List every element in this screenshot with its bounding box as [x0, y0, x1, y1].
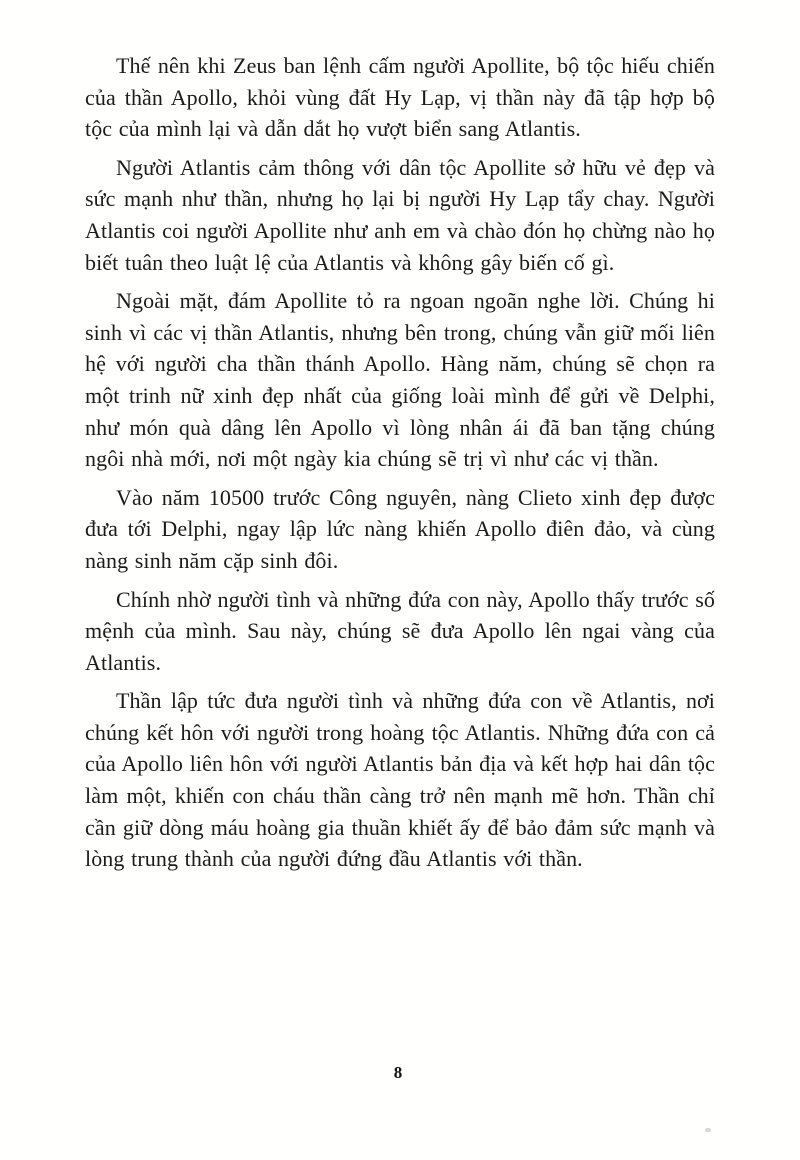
paragraph-4: Vào năm 10500 trước Công nguyên, nàng Clieto xinh đẹp được đưa tới Delphi, ngay lập lức nàng khiến Apollo điên đảo, và cùng nàng sinh năm cặp sinh đôi.: [85, 484, 715, 573]
paragraph-6: Thần lập tức đưa người tình và những đứa con về Atlantis, nơi chúng kết hôn với người trong hoàng tộc Atlantis. Những đứa con cả của Apollo liên hôn với người Atlantis bản địa và kết hợp hai dân tộc làm một, khiến con cháu thần càng trở nên mạnh mẽ hơn. Thần chỉ cần giữ dòng máu hoàng gia thuần khiết ấy để bảo đảm sức mạnh và lòng trung thành của người đứng đầu Atlantis với thần.: [85, 688, 715, 872]
paragraph-5: Chính nhờ người tình và những đứa con này, Apollo thấy trước số mệnh của mình. Sau này, chúng sẽ đưa Apollo lên ngai vàng của Atlantis.: [85, 586, 715, 675]
body-text: [85, 50, 715, 882]
page-number: 8: [393, 1063, 403, 1082]
page-footer: [0, 1063, 800, 1083]
paragraph-3: Ngoài mặt, đám Apollite tỏ ra ngoan ngoãn nghe lời. Chúng hi sinh vì các vị thần Atlantis, nhưng bên trong, chúng vẫn giữ mối liên hệ với người cha thần thánh Apollo. Hàng năm, chúng sẽ chọn ra một trinh nữ xinh đẹp nhất của giống loài mình để gửi về Delphi, như món quà dâng lên Apollo vì lòng nhân ái đã ban tặng chúng ngôi nhà mới, nơi một ngày kia chúng sẽ trị vì như các vị thần.: [85, 288, 715, 472]
scan-artifact-dot: [705, 1128, 711, 1132]
paragraph-1: Thế nên khi Zeus ban lệnh cấm người Apollite, bộ tộc hiếu chiến của thần Apollo, khỏi vùng đất Hy Lạp, vị thần này đã tập hợp bộ tộc của mình lại và dẫn dắt họ vượt biển sang Atlantis.: [85, 53, 715, 142]
paragraph-2: Người Atlantis cảm thông với dân tộc Apollite sở hữu vẻ đẹp và sức mạnh như thần, nhưng họ lại bị người Hy Lạp tẩy chay. Người Atlantis coi người Apollite như anh em và chào đón họ chừng nào họ biết tuân theo luật lệ của Atlantis và không gây biến cố gì.: [85, 154, 715, 275]
